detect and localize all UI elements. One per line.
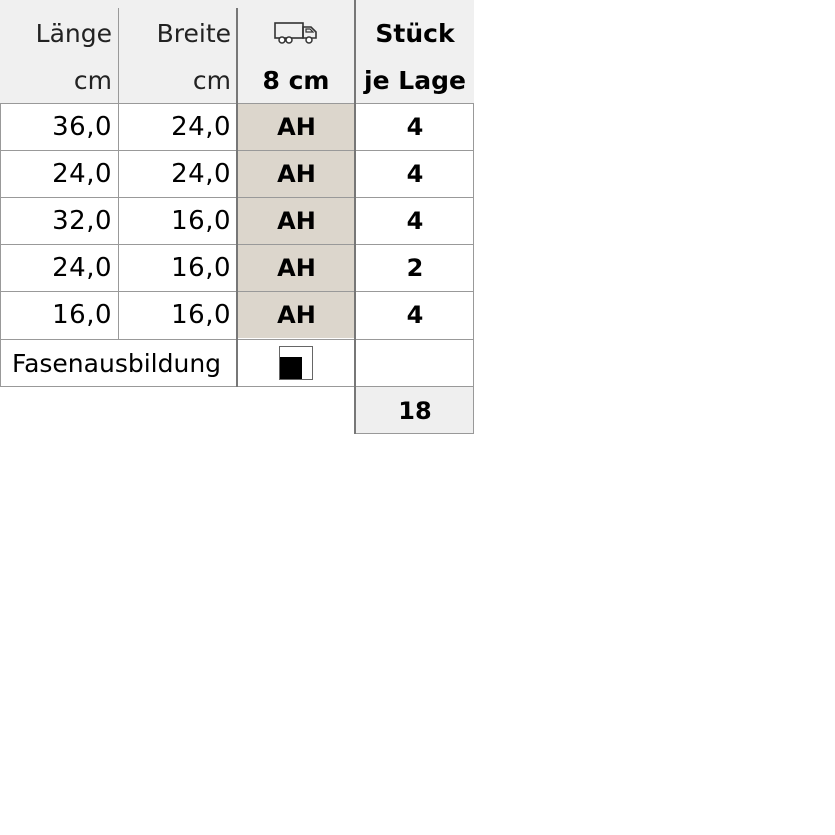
cell-breite-1: 24,0 bbox=[171, 112, 231, 142]
cell-laenge-4: 24,0 bbox=[52, 253, 112, 283]
cell-breite-5: 16,0 bbox=[171, 300, 231, 330]
truck-icon bbox=[237, 10, 355, 56]
header-unit-breite: cm bbox=[192, 65, 231, 95]
cell-code-1: AH bbox=[238, 104, 355, 150]
cell-stueck-1: 4 bbox=[406, 113, 424, 141]
total-stueck: 18 bbox=[356, 387, 474, 434]
cell-code-3: AH bbox=[238, 198, 355, 244]
cell-stueck-2: 4 bbox=[406, 160, 424, 188]
header-unit-laenge: cm bbox=[73, 65, 112, 95]
header-hoehe: 8 cm bbox=[262, 65, 330, 95]
cell-laenge-5: 16,0 bbox=[52, 300, 112, 330]
cell-breite-4: 16,0 bbox=[171, 253, 231, 283]
cell-code-2: AH bbox=[238, 151, 355, 197]
header-laenge: Länge bbox=[35, 18, 112, 48]
cell-laenge-1: 36,0 bbox=[52, 112, 112, 142]
grid-line bbox=[355, 433, 474, 434]
grid-line bbox=[0, 103, 1, 387]
cell-stueck-3: 4 bbox=[406, 207, 424, 235]
grid-line bbox=[473, 103, 474, 434]
cell-code-5: AH bbox=[238, 292, 355, 338]
cell-laenge-3: 32,0 bbox=[52, 206, 112, 236]
fasen-label: Fasenausbildung bbox=[12, 348, 222, 378]
chamfer-icon bbox=[279, 346, 313, 380]
cell-stueck-5: 4 bbox=[406, 301, 424, 329]
header-breite: Breite bbox=[156, 18, 231, 48]
cell-code-4: AH bbox=[238, 245, 355, 291]
cell-stueck-4: 2 bbox=[406, 254, 424, 282]
grid-line bbox=[236, 8, 238, 387]
grid-line bbox=[118, 8, 119, 339]
cell-breite-2: 24,0 bbox=[171, 159, 231, 189]
cell-laenge-2: 24,0 bbox=[52, 159, 112, 189]
grid-line bbox=[354, 0, 356, 434]
header-stueck: Stück bbox=[375, 18, 455, 48]
cell-breite-3: 16,0 bbox=[171, 206, 231, 236]
header-je-lage: je Lage bbox=[364, 65, 466, 95]
